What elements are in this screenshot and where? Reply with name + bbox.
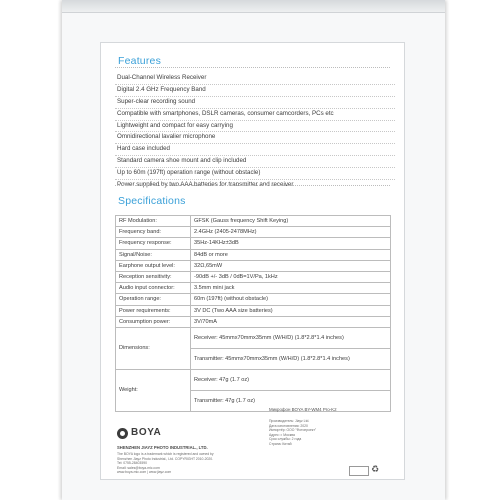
boya-logo-icon	[117, 428, 128, 439]
company-line: www.boya-mic.com | www.jiayz.com	[117, 470, 172, 475]
feature-item: Compatible with smartphones, DSLR cameras, consumer camcorders, PCs etc	[115, 109, 395, 121]
spec-value: 84dB or more	[191, 249, 391, 260]
spec-label: Reception sensitivity:	[116, 271, 191, 282]
spec-value: Receiver: 47g (1.7 oz)	[191, 369, 391, 390]
spec-value: 60m (197ft) (without obstacle)	[191, 294, 391, 305]
spec-label: Operation range:	[116, 294, 191, 305]
russian-line: Адрес: г. Москва	[269, 432, 295, 437]
table-row	[116, 227, 391, 238]
spec-value: GFSK (Gauss frequency Shift Keying)	[191, 216, 391, 227]
specifications-table	[115, 215, 391, 412]
company-line: Tel: 0755-28403590	[117, 461, 147, 466]
feature-item: Power supplied by two AAA batteries for transmitter and receiver	[117, 181, 294, 189]
spec-value: Transmitter: 45mmx70mmx35mm (W/H/D) (1.8*2.8*1.4 inches)	[191, 348, 391, 369]
table-row	[116, 249, 391, 260]
spec-value: Receiver: 45mmx70mmx35mm (W/H/D) (1.8*2.8*1.4 inches)	[191, 327, 391, 348]
feature-item: Super-clear recording sound	[115, 97, 395, 109]
company-line: Email: sales@boya-mic.com	[117, 465, 160, 470]
spec-label: Consumption power:	[116, 316, 191, 327]
table-row	[116, 294, 391, 305]
features-heading: Features	[118, 55, 162, 67]
spec-value: 2.4GHz (2405-2478MHz)	[191, 227, 391, 238]
russian-line: Импортёр: ООО "Фотопроект"	[269, 428, 317, 433]
company-name: SHENZHEN JIAYZ PHOTO INDUSTRIAL., LTD.	[117, 445, 208, 450]
spec-value: 35Hz-14KHz±3dB	[191, 238, 391, 249]
brand-name: BOYA	[131, 427, 162, 438]
russian-line: Страна: Китай	[269, 441, 292, 446]
russian-importer-info	[269, 419, 387, 447]
feature-item: Omnidirectional lavalier microphone	[115, 132, 395, 144]
recycle-icon: ♻	[371, 464, 380, 474]
feature-item: Digital 2.4 GHz Frequency Band	[115, 85, 395, 97]
feature-list	[115, 73, 395, 191]
feature-item: Hard case included	[115, 144, 395, 156]
russian-product-title: Микрофон BOYA BY-WM4 Pro-K2	[269, 407, 337, 412]
table-row	[116, 283, 391, 294]
spec-value: Transmitter: 47g (1.7 oz)	[191, 390, 391, 411]
spec-label: Weight:	[116, 369, 191, 411]
russian-line: Дата изготовления: 2020	[269, 423, 308, 428]
feature-item: Lightweight and compact for easy carrying	[115, 121, 395, 133]
company-details	[117, 452, 257, 475]
specifications-heading: Specifications	[118, 195, 186, 207]
spec-label: Signal/Noise:	[116, 249, 191, 260]
company-line: The BOYA logo is a trademark which is registered and owned by	[117, 452, 214, 456]
spec-value: 3V/70mA	[191, 316, 391, 327]
feature-item: Dual-Channel Wireless Receiver	[115, 73, 395, 85]
table-row	[116, 238, 391, 249]
russian-line: Производитель: Jiayz Ltd.	[269, 419, 310, 423]
spec-value: 32Ω,65mW	[191, 260, 391, 271]
spec-label: Earphone output level:	[116, 260, 191, 271]
spec-value: 3.5mm mini jack	[191, 283, 391, 294]
spec-value: -90dB +/- 3dB / 0dB=1V/Pa, 1kHz	[191, 271, 391, 282]
feature-item: Standard camera shoe mount and clip included	[115, 156, 395, 168]
spec-label: Power requirements:	[116, 305, 191, 316]
spec-value: 3V DC (Two AAA size batteries)	[191, 305, 391, 316]
table-row	[116, 260, 391, 271]
table-row	[116, 305, 391, 316]
spec-label: RF Modulation:	[116, 216, 191, 227]
spec-label: Audio input connector:	[116, 283, 191, 294]
russian-line: Срок службы: 2 года	[269, 437, 302, 442]
table-row	[116, 327, 391, 348]
spec-label: Frequency response:	[116, 238, 191, 249]
feature-item: Up to 60m (197ft) operation range (without obstacle)	[115, 168, 395, 180]
divider	[115, 67, 390, 68]
spec-label: Dimensions:	[116, 327, 191, 369]
divider	[115, 185, 390, 186]
table-row	[116, 271, 391, 282]
certification-mark-icon	[349, 466, 369, 476]
spec-label: Frequency band:	[116, 227, 191, 238]
company-line: Shenzhen Jiayz Photo Industrial., Ltd. COPYRIGHT 2010-2020.	[117, 456, 214, 461]
box-top-edge	[62, 0, 445, 13]
table-row	[116, 216, 391, 227]
table-row	[116, 316, 391, 327]
table-row	[116, 369, 391, 390]
